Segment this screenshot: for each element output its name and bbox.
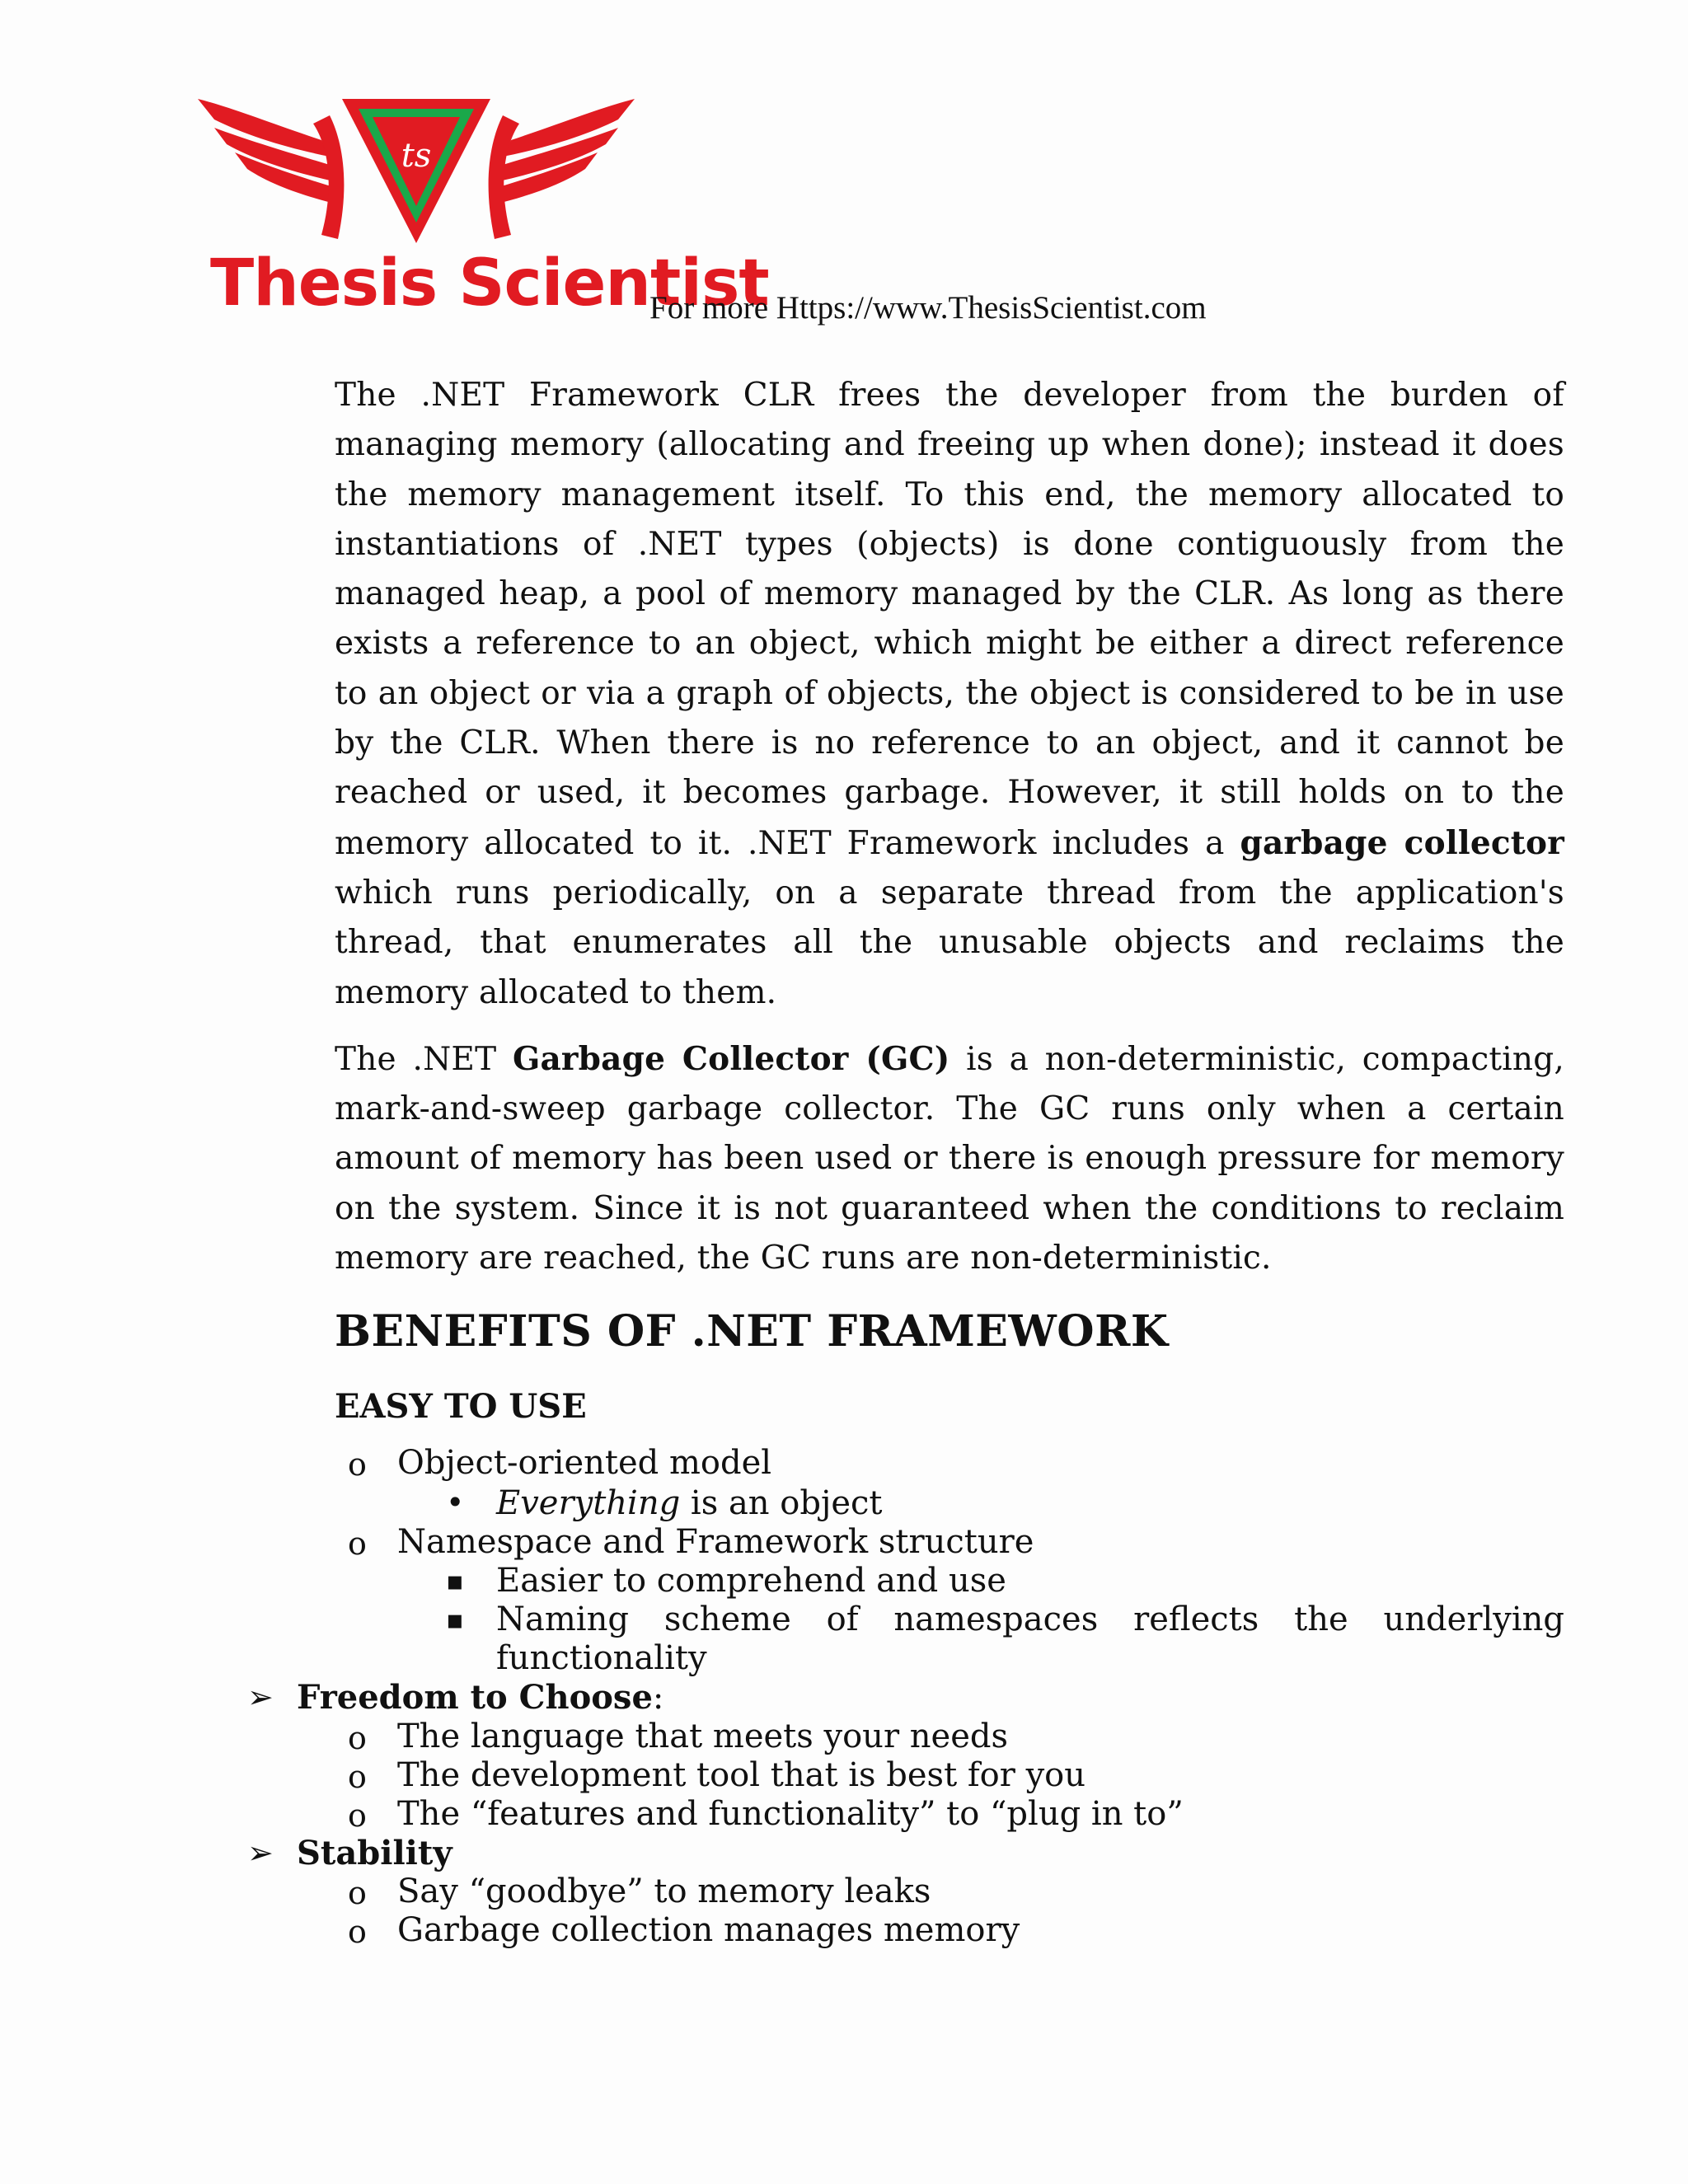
arrow-bullet: ➢ — [247, 1679, 274, 1715]
svg-text:ts: ts — [401, 137, 432, 175]
circle-bullet: o — [348, 1720, 367, 1756]
body-text — [335, 371, 1564, 1283]
logo-emblem-icon — [198, 91, 635, 255]
list-subitem-justified — [496, 1601, 1564, 1639]
bold-term: Garbage Collector (GC) — [512, 1039, 950, 1078]
word: Naming — [496, 1601, 629, 1638]
circle-bullet: o — [348, 1797, 367, 1834]
circle-bullet: o — [348, 1875, 367, 1911]
paragraph-text: which runs periodically, on a separate thread from the application's thread, that enumerates all the unusable objects and reclaims the memory allocated to them. — [335, 874, 1564, 1011]
square-bullet: ▪ — [446, 1565, 464, 1596]
italic-word: Everything — [496, 1484, 681, 1522]
circle-bullet: o — [348, 1759, 367, 1795]
circle-bullet: o — [348, 1446, 367, 1483]
paragraph-garbage-collector — [335, 1034, 1564, 1283]
list-item: Say “goodbye” to memory leaks — [397, 1872, 931, 1910]
paragraph-memory-management — [335, 371, 1564, 1018]
list-item: Namespace and Framework structure — [397, 1523, 1034, 1561]
word: scheme — [663, 1601, 791, 1638]
list-heading-stability — [297, 1834, 452, 1873]
paragraph-text: The .NET — [335, 1040, 513, 1078]
list-item: The development tool that is best for you — [397, 1756, 1086, 1794]
website-reference: For more Https://www.ThesisScientist.com — [649, 290, 1207, 326]
paragraph-text: is a non-deterministic, compacting, mark-and-sweep garbage collector. The GC runs only when a certain amount of memory has been used or there is enough pressure for memory on the system. Since it is not guaranteed when the conditions to reclaim memory are reached, the GC runs are non-deterministic. — [335, 1040, 1564, 1277]
logo-wordmark: Thesis Scientist — [210, 246, 769, 321]
word: underlying — [1383, 1601, 1564, 1638]
list-subitem-continuation: functionality — [496, 1639, 707, 1677]
list-item: Object-oriented model — [397, 1444, 772, 1482]
list-heading-freedom — [297, 1678, 663, 1718]
list-item: The “features and functionality” to “plug in to” — [397, 1795, 1184, 1833]
circle-bullet: o — [348, 1526, 367, 1562]
arrow-bullet: ➢ — [247, 1835, 274, 1871]
word: namespaces — [893, 1601, 1099, 1638]
square-bullet: ▪ — [446, 1604, 464, 1635]
dot-bullet: • — [446, 1484, 465, 1521]
word: of — [826, 1601, 859, 1638]
subheading-easy-to-use: EASY TO USE — [335, 1387, 587, 1426]
list-subitem-text: is an object — [680, 1484, 883, 1522]
word: the — [1294, 1601, 1348, 1638]
list-subitem — [496, 1484, 883, 1523]
list-item: The language that meets your needs — [397, 1718, 1009, 1755]
list-subitem: Easier to comprehend and use — [496, 1562, 1006, 1600]
word: reflects — [1133, 1601, 1259, 1638]
paragraph-text: The .NET Framework CLR frees the developer from the burden of managing memory (allocating and freeing up when done); instead it does the memory management itself. To this end, the memory allocated to instantiations of .NET types (objects) is done contiguously from the managed heap, a pool of memory managed by the CLR. As long as there exists a reference to an object, which might be either a direct reference to an object or via a graph of objects, the object is considered to be in use by the CLR. When there is no reference to an object, and it cannot be reached or used, it becomes garbage. However, it still holds on to the memory allocated to it. .NET Framework includes a — [335, 377, 1564, 862]
list-item: Garbage collection manages memory — [397, 1911, 1020, 1949]
section-heading: BENEFITS OF .NET FRAMEWORK — [335, 1306, 1169, 1357]
colon: : — [652, 1679, 664, 1717]
bold-term: garbage collector — [1240, 823, 1564, 862]
circle-bullet: o — [348, 1914, 367, 1950]
bold-term: Stability — [297, 1834, 452, 1872]
bold-term: Freedom to Choose — [297, 1678, 653, 1717]
